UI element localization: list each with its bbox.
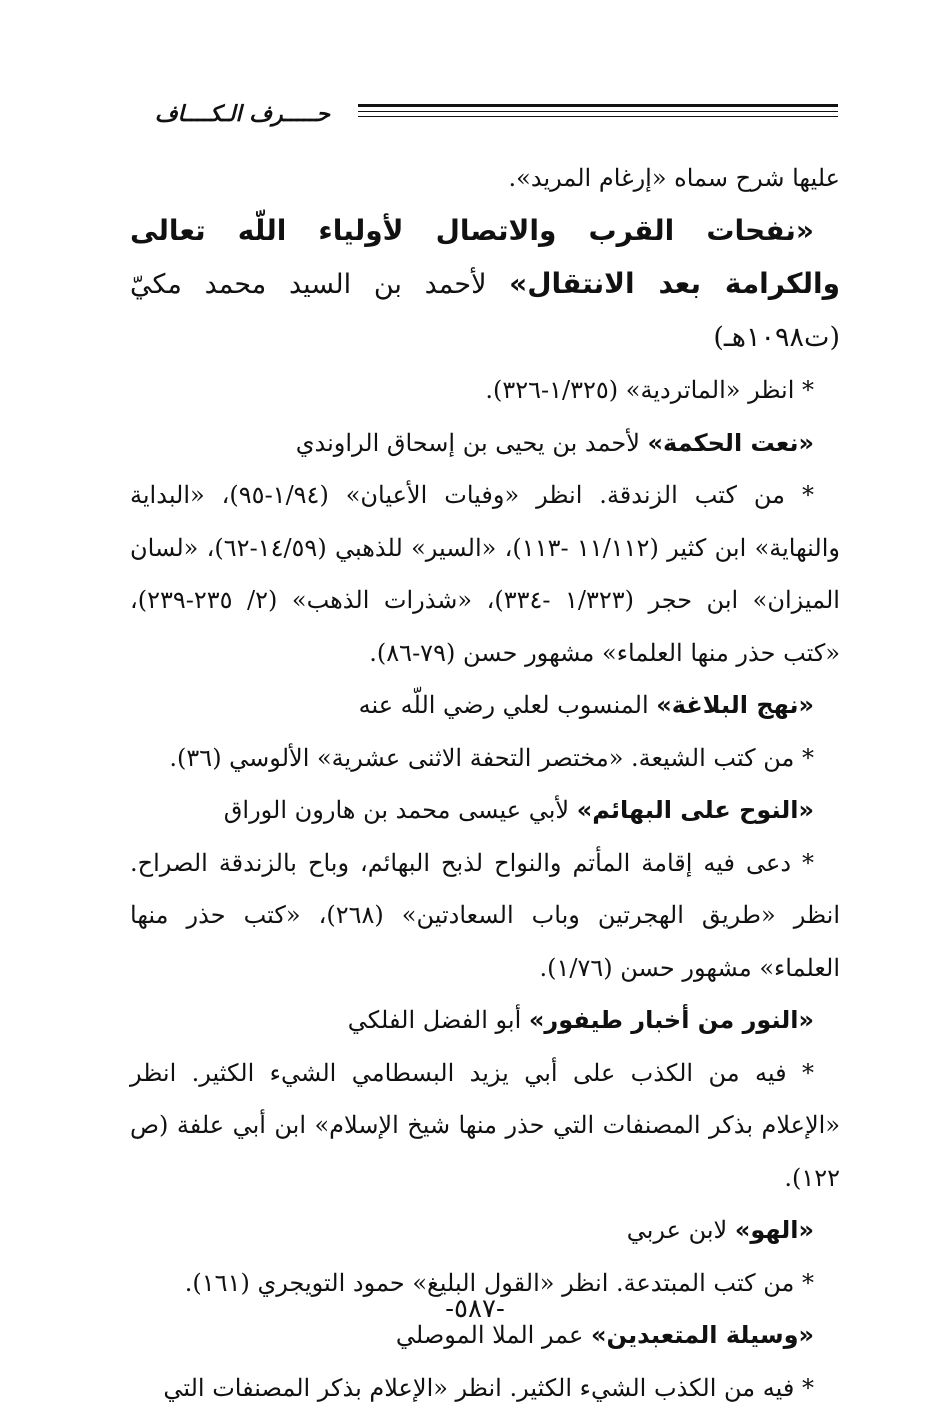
book-author: عمر الملا الموصلي	[396, 1321, 591, 1349]
book-title: «نعت الحكمة»	[648, 429, 814, 457]
book-author: لابن عربي	[627, 1216, 735, 1244]
note-paragraph: * من كتب الشيعة. «مختصر التحفة الاثنى عشرية» الألوسي (٣٦).	[130, 732, 840, 785]
book-title: «وسيلة المتعبدين»	[591, 1321, 814, 1349]
book-author: لأبي عيسى محمد بن هارون الوراق	[224, 796, 577, 824]
page-body	[130, 152, 840, 1414]
header-rule-thin	[358, 111, 838, 112]
running-header	[128, 100, 838, 130]
entry-paragraph	[130, 784, 840, 837]
book-title: «الهو»	[735, 1216, 814, 1244]
note-paragraph: * فيه من الكذب على أبي يزيد البسطامي الشيء الكثير. انظر «الإعلام بذكر المصنفات التي حذر منها شيخ الإسلام» ابن أبي علفة (ص ١٢٢).	[130, 1047, 840, 1205]
book-title: «النور من أخبار طيفور»	[529, 1006, 814, 1034]
entry-paragraph	[130, 1204, 840, 1257]
entry-paragraph	[130, 205, 840, 365]
header-rule-thin	[358, 116, 838, 117]
book-author: لأحمد بن السيد محمد مكيّ (ت١٠٩٨هـ)	[130, 269, 840, 353]
header-rule-thick	[358, 104, 838, 107]
entry-paragraph	[130, 679, 840, 732]
note-paragraph: * انظر «الماتردية» (١/٣٢٥-٣٢٦).	[130, 364, 840, 417]
entry-paragraph	[130, 994, 840, 1047]
book-author: المنسوب لعلي رضي اللّه عنه	[359, 691, 657, 719]
entry-paragraph	[130, 417, 840, 470]
continuation-paragraph: عليها شرح سماه «إرغام المريد».	[130, 152, 840, 205]
note-paragraph: * دعى فيه إقامة المأتم والنواح لذبح البهائم، وباح بالزندقة الصراح. انظر «طريق الهجرتين وباب السعادتين» (٢٦٨)، «كتب حذر منها العلماء» مشهور حسن (١/٧٦).	[130, 837, 840, 995]
note-paragraph: * فيه من الكذب الشيء الكثير. انظر «الإعلام بذكر المصنفات التي	[130, 1362, 840, 1414]
page-number: -٥٨٧-	[0, 1294, 950, 1324]
book-title: «نفحات القرب والاتصال لأولياء اللّه تعالى والكرامة بعد الانتقال»	[130, 214, 840, 301]
note-paragraph: * من كتب الزندقة. انظر «وفيات الأعيان» (١/٩٤-٩٥)، «البداية والنهاية» ابن كثير (١١/١١٢ -١١٣)، «السير» للذهبي (١٤/٥٩-٦٢)، «لسان الميزان» ابن حجر (١/٣٢٣ -٣٣٤)، «شذرات الذهب» (٢/ ٢٣٥-٢٣٩)، «كتب حذر منها العلماء» مشهور حسن (٧٩-٨٦).	[130, 469, 840, 679]
running-title: حـــــرف الـكــــاف	[155, 100, 330, 128]
book-title: «نهج البلاغة»	[656, 691, 814, 719]
book-title: «النوح على البهائم»	[577, 796, 814, 824]
note-paragraph: * من كتب المبتدعة. انظر «القول البليغ» حمود التويجري (١٦١).	[130, 1257, 840, 1310]
book-author: لأحمد بن يحيى بن إسحاق الراوندي	[296, 429, 648, 457]
book-author: أبو الفضل الفلكي	[348, 1006, 529, 1034]
